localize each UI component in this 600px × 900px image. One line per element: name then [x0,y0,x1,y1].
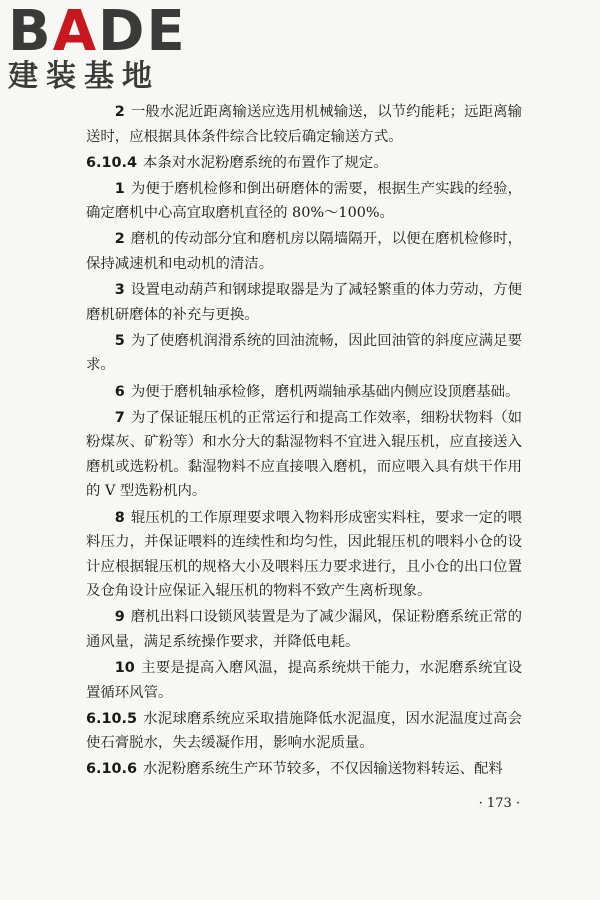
paragraph: 7 为了保证辊压机的正常运行和提高工作效率，细粉状物料（如粉煤灰、矿粉等）和水分大的黏湿物料不宜进入辊压机，应直接送入磨机或选粉机。黏湿物料不应直接喂入磨机，而应喂入具有烘干作用的 V 型选粉机内。 [86,409,522,500]
section-paragraph: 6.10.5 水泥球磨系统应采取措施降低水泥温度，因水泥温度过高会使石膏脱水，失去缓凝作用，影响水泥质量。 [86,710,522,752]
document-body [86,100,522,784]
paragraph: 2 磨机的传动部分宜和磨机房以隔墙隔开，以便在磨机检修时，保持减速机和电动机的清洁。 [86,231,522,273]
paragraph: 8 辊压机的工作原理要求喂入物料形成密实料柱，要求一定的喂料压力，并保证喂料的连续性和均匀性，因此辊压机的喂料小仓的设计应根据辊压机的规格大小及喂料压力要求进行，且小仓的出口位置及仓角设计应保证入辊压机的物料不致产生离析现象。 [86,509,522,600]
paragraph: 10 主要是提高入磨风温，提高系统烘干能力，水泥磨系统宜设置循环风管。 [86,660,522,701]
section-paragraph: 6.10.6 水泥粉磨系统生产环节较多，不仅因输送物料转运、配料 [86,761,503,778]
paragraph: 6 为便于磨机轴承检修，磨机两端轴承基础内侧应设顶磨基础。 [114,383,520,400]
bade-logo [8,0,187,96]
paragraph: 2 一般水泥近距离输送应选用机械输送，以节约能耗；远距离输送时，应根据具体条件综合比较后确定输送方式。 [86,104,522,145]
paragraph: 9 磨机出料口设锁风装置是为了减少漏风，保证粉磨系统正常的通风量，满足系统操作要求，并降低电耗。 [86,609,522,650]
logo-wordmark: BADE [8,0,187,64]
section-paragraph: 6.10.4 本条对水泥粉磨系统的布置作了规定。 [86,154,388,171]
paragraph: 1 为便于磨机检修和倒出研磨体的需要，根据生产实践的经验，确定磨机中心高宜取磨机直径的 80%～100%。 [86,180,522,222]
logo-subtitle: 建装基地 [8,59,160,94]
paragraph: 3 设置电动葫芦和钢球提取器是为了减轻繁重的体力劳动，方便磨机研磨体的补充与更换。 [86,282,522,323]
paragraph: 5 为了使磨机润滑系统的回油流畅，因此回油管的斜度应满足要求。 [86,332,522,374]
page-number: · 173 · [478,796,520,811]
